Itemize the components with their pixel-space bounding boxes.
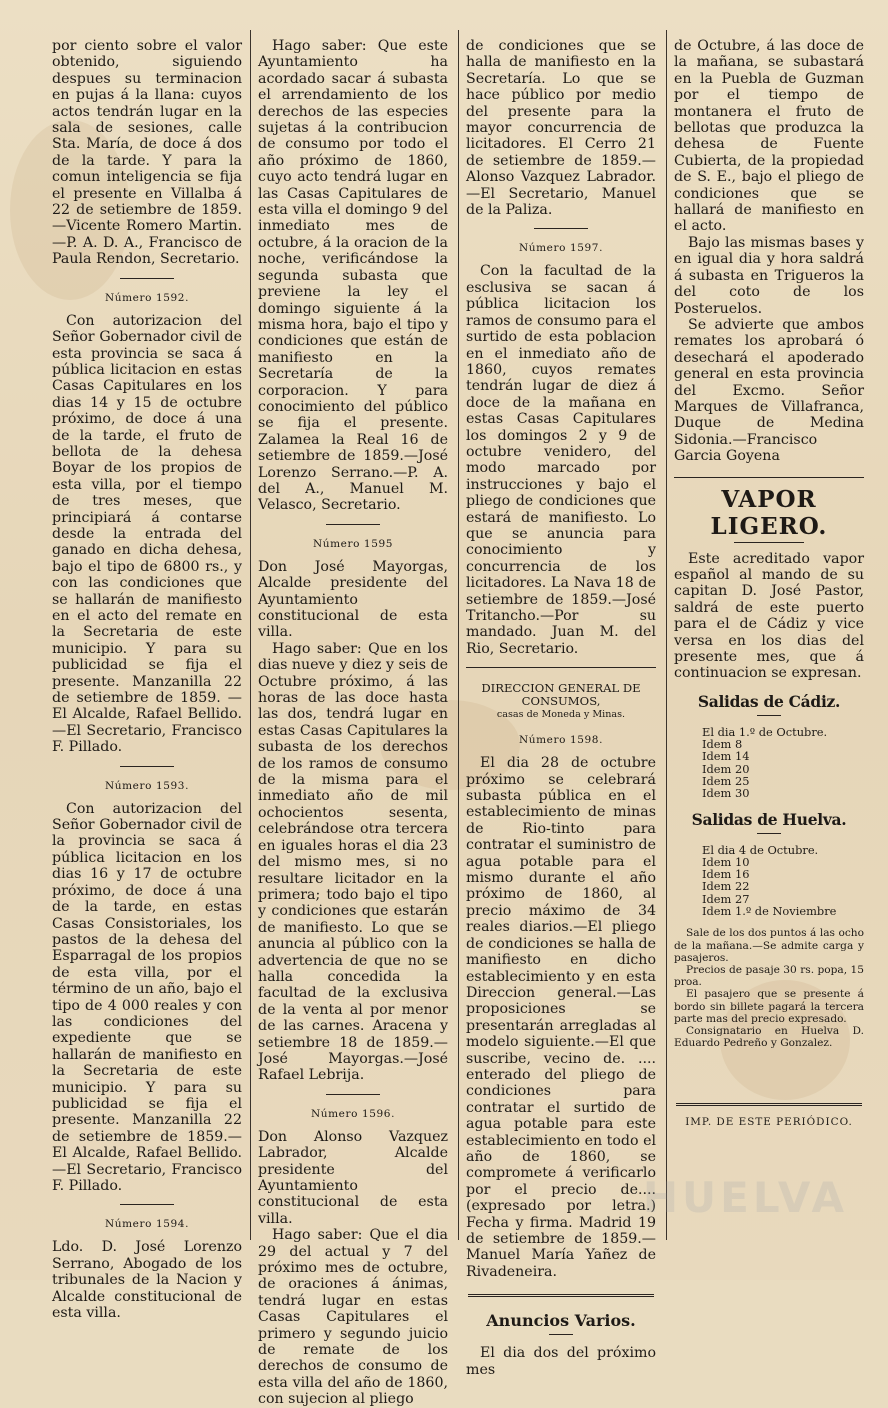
notice-text: Este acreditado vapor español al mando de su capitan D. José Pastor, saldrá de este puerto para el de Cádiz y vice versa en los dias del presente mes, que á continuacion se expresan. — [674, 550, 864, 682]
column-2 — [258, 38, 448, 1408]
notice-text: de condiciones que se halla de manifiesto en la Secretaría. Lo que se hace público por medio del presente para la mayor concurrencia de licitadores. El Cerro 21 de setiembre de 1859.—Alonso Vazquez Labrador.—El Secretario, Manuel de la Paliza. — [466, 38, 656, 219]
separator — [120, 1204, 174, 1205]
date-item: Idem 16 — [702, 867, 750, 882]
notice-text: de Octubre, á las doce de la mañana, se subastará en la Puebla de Guzman por el tiempo de montanera el fruto de bellotas que produzca la dehesa de Fuente Cubierta, de la propiedad de S. E., bajo el pliego de condiciones que se hallará de manifiesto en el acto. — [674, 38, 864, 235]
anuncios-heading: Anuncios Varios. — [486, 1311, 636, 1331]
date-item: Idem 1.º de Noviembre — [702, 904, 837, 919]
consignee-note: Consignatario en Huelva D. Eduardo Pedreño y Gonzalez. — [674, 1025, 864, 1050]
date-item: Idem 22 — [702, 879, 750, 894]
fare-note: Precios de pasaje 30 rs. popa, 15 proa. — [674, 963, 864, 989]
section-title-main: DIRECCION GENERAL DE CONSUMOS, — [481, 681, 641, 709]
double-rule — [676, 1103, 862, 1106]
notice-text: Hago saber: Que en los dias nueve y diez y seis de Octubre próximo, á las horas de las doce hasta las dos, tendrá lugar en estas Casas Capitulares la subasta de los derechos de los ramos de consumo de la misma para el inmediato año de mil ochocientos sesenta, celebrándose otra tercera en iguales horas el dia 23 del mismo mes, si no resultare licitador en la primera; todo bajo el tipo y condiciones que estarán de manifiesto. Lo que se anuncia al público con la advertencia de que no se halla concedida la facultad de la exclusiva de la venta al por menor de las carnes. Aracena y setiembre 18 de 1859.—José Mayorgas.—José Rafael Lebrija. — [258, 640, 448, 1084]
salidas-cadiz-heading: Salidas de Cádiz. — [697, 691, 841, 711]
notice-number: Número 1596. — [310, 1107, 396, 1120]
column-4 — [674, 38, 864, 1250]
notice-text: Se advierte que ambos remates los aprobará ó desechará el apoderado general en esta provincia del Excmo. Señor Marques de Villafranca, Duque de Medina Sidonia.—Francisco Garcia Goyena — [674, 316, 864, 465]
notice-number: Número 1598. — [518, 734, 604, 747]
column-divider — [458, 30, 459, 1240]
ticket-note: El pasajero que se presente á bordo sin billete pagará la tercera parte mas del precio expresado. — [674, 988, 864, 1025]
notice-text: Don José Mayorgas, Alcalde presidente del Ayuntamiento constitucional de esta villa. — [258, 558, 448, 641]
separator — [120, 278, 174, 279]
notice-text: Don Alonso Vazquez Labrador, Alcalde presidente del Ayuntamiento constitucional de esta villa. — [258, 1128, 448, 1227]
column-1 — [52, 38, 242, 1322]
notice-text: El dia dos del próximo mes — [466, 1345, 656, 1378]
separator — [120, 766, 174, 767]
notice-text: Hago saber: Que el dia 29 del actual y 7 del próximo mes de octubre, de oraciones á ánimas, tendrá lugar en estas Casas Capitulares el primero y segundo juicio de remate de los derechos de consumo de esta villa del año de 1860, con sujecion al pliego — [258, 1227, 448, 1408]
notice-text: Con la facultad de la esclusiva se sacan á pública licitacion los ramos de consumo para el surtido de esta poblacion en el inmediato año de 1860, cuyos remates tendrán lugar de diez á doce de la mañana en estas Casas Capitulares los domingos 2 y 9 de octubre venidero, del modo marcado por instrucciones y bajo el pliego de condiciones que estará de manifiesto. Lo que se anuncia para conocimiento y concurrencia de los licitadores. La Nava 18 de setiembre de 1859.—José Tritancho.—Por su mandado. Juan M. del Rio, Secretario. — [466, 263, 656, 657]
salidas-huelva-heading: Salidas de Huelva. — [691, 809, 847, 829]
separator — [757, 833, 781, 834]
huelva-dates — [702, 844, 864, 918]
date-item: Idem 30 — [702, 786, 750, 801]
column-divider — [666, 30, 667, 1240]
watermark: HUELVA — [642, 1173, 848, 1222]
separator — [549, 1334, 573, 1335]
separator — [674, 477, 864, 478]
date-item: Idem 27 — [702, 891, 750, 906]
notice-text: Con autorizacion del Señor Gobernador civil de la provincia se saca á pública licitacion en los dias 16 y 17 de octubre próximo, de doce á una de la tarde, en estas Casas Consistoriales, los pastos de la dehesa del Esparragal de los propios de esta villa, por el término de un año, bajo el tipo de 4 000 reales y con las condiciones del expediente que se hallarán de manifiesto en la Secretaria de este municipio. Y para su publicidad se fija el presente. Manzanilla 22 de setiembre de 1859.—El Alcalde, Rafael Bellido.—El Secretario, Francisco F. Pillado. — [52, 800, 242, 1194]
section-title-sub: casas de Moneda y Minas. — [496, 709, 626, 721]
ornament-rule — [734, 542, 804, 543]
separator — [757, 715, 781, 716]
notice-text: Bajo las mismas bases y en igual dia y hora saldrá á subasta en Trigueros la del coto de los Posteruelos. — [674, 234, 864, 317]
double-rule — [468, 1294, 654, 1297]
notice-text: por ciento sobre el valor obtenido, siguiendo despues su terminacion en pujas á la llana: cuyos actos tendrán lugar en la sala de sesiones, calle Sta. María, de doce á dos de la tarde. Y para la comun inteligencia se fija el presente en Villalba á 22 de setiembre de 1859.—Vicente Romero Martin.—P. A. D. A., Francisco de Paula Rendon, Secretario. — [52, 38, 242, 268]
notice-text: El dia 28 de octubre próximo se celebrará subasta pública en el establecimiento de minas de Rio-tinto para contratar el suministro de agua potable para el mismo durante el año próximo de 1860, al precio máximo de 34 reales diarios.—El pliego de condiciones se halla de manifiesto en dicho establecimiento y en esta Direccion general.—Las proposiciones se presentarán arregladas al modelo siguiente.—El que suscribe, vecino de. .... enterado del pliego de condiciones para contratar el surtido de agua potable para este establecimiento en todo el año de 1860, se compromete á verificarlo por el precio de.... (expresado por letra.) Fecha y firma. Madrid 19 de setiembre de 1859.—Manuel María Yañez de Rivadeneira. — [466, 755, 656, 1280]
schedule-note: Sale de los dos puntos á las ocho de la mañana.—Se admite carga y pasajeros. — [674, 927, 864, 964]
separator — [326, 524, 380, 525]
section-title — [466, 682, 656, 721]
date-item: El dia 4 de Octubre. — [702, 842, 819, 857]
separator — [326, 1094, 380, 1095]
date-item: Idem 20 — [702, 761, 750, 776]
column-divider — [250, 30, 251, 1240]
notice-text: Con autorizacion del Señor Gobernador civil de esta provincia se saca á pública licitacion en estas Casas Capitulares en los dias 14 y 15 de octubre próximo, de doce á una de la tarde, el fruto de bellota de la dehesa Boyar de los propios de esta villa, por el tiempo de tres meses, que principiará á contarse desde la entrada del ganado en dicha dehesa, bajo el tipo de 6800 rs., y con las condiciones que se hallarán de manifiesto en el acto del remate en la Secretaria de este municipio. Y para su publicidad se fija el presente. Manzanilla 22 de setiembre de 1859. —El Alcalde, Rafael Bellido. —El Secretario, Francisco F. Pillado. — [52, 312, 242, 756]
date-item: Idem 10 — [702, 854, 750, 869]
separator — [466, 667, 656, 668]
column-3 — [466, 38, 656, 1378]
notice-number: Número 1592. — [104, 291, 190, 304]
date-item: El dia 1.º de Octubre. — [702, 724, 828, 739]
notice-number: Número 1595 — [312, 537, 394, 550]
notice-text: Hago saber: Que este Ayuntamiento ha acordado sacar á subasta el arrendamiento de los derechos de las especies sujetas á la contribucion de consumo por todo el año próximo de 1860, cuyo acto tendrá lugar en las Casas Capitulares de esta villa el domingo 9 del inmediato mes de octubre, á la oracion de la noche, verificándose la segunda subasta que previene la ley el domingo siguiente á la misma hora, bajo el tipo y condiciones que están de manifiesto en la Secretaría de la corporacion. Y para conocimiento del público se fija el presente. Zalamea la Real 16 de setiembre de 1859.—José Lorenzo Serrano.—P. A. del A., Manuel M. Velasco, Secretario. — [258, 38, 448, 514]
date-item: Idem 8 — [702, 737, 743, 752]
notice-number: Número 1597. — [518, 242, 604, 255]
cadiz-dates — [702, 726, 864, 800]
notice-text: Ldo. D. José Lorenzo Serrano, Abogado de los tribunales de la Nacion y Alcalde constitucional de esta villa. — [52, 1239, 242, 1322]
date-item: Idem 14 — [702, 749, 750, 764]
notice-number: Número 1594. — [104, 1218, 190, 1231]
date-item: Idem 25 — [702, 774, 750, 788]
separator — [534, 228, 588, 229]
printer-imprint: IMP. DE ESTE PERIÓDICO. — [685, 1116, 853, 1129]
notice-number: Número 1593. — [104, 779, 190, 792]
vapor-heading: VAPOR LIGERO. — [710, 485, 828, 540]
